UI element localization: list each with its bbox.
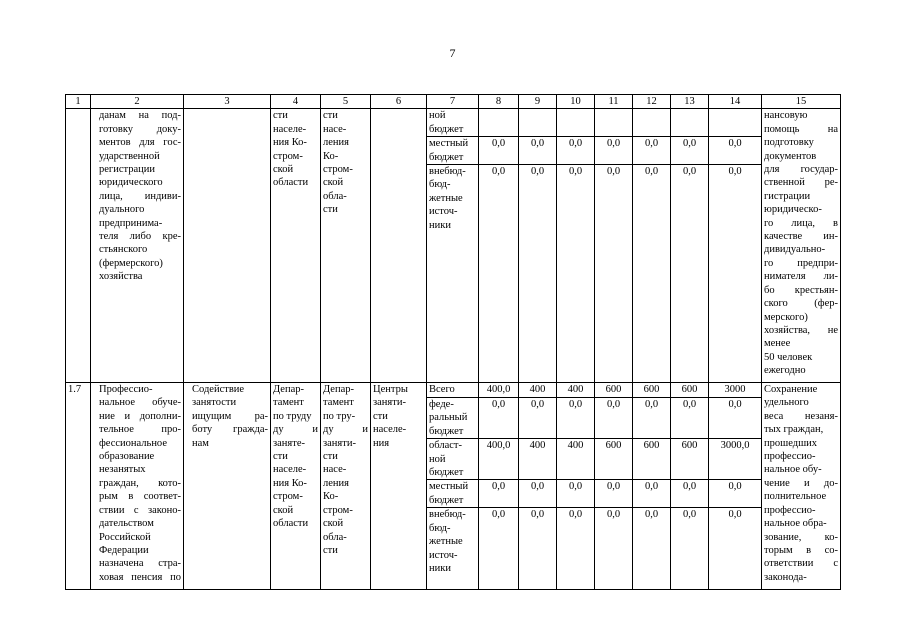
- col-header: 3: [184, 95, 271, 109]
- col-header: 15: [762, 95, 841, 109]
- value-cell: [633, 109, 671, 137]
- value-cell: 400: [557, 383, 595, 398]
- cell-participant: Центры заняти- сти населе- ния: [371, 383, 427, 590]
- value-cell: [595, 109, 633, 137]
- fund-label: внебюд- бюд- жетные источ- ники: [427, 508, 479, 590]
- value-cell: 400: [557, 439, 595, 480]
- value-cell: 0,0: [671, 398, 709, 439]
- value-cell: 0,0: [519, 480, 557, 508]
- cell-num: 1.7: [66, 383, 91, 590]
- value-cell: 0,0: [595, 137, 633, 165]
- value-cell: 600: [633, 383, 671, 398]
- value-cell: 0,0: [709, 480, 762, 508]
- value-cell: 0,0: [671, 165, 709, 383]
- col-header: 2: [91, 95, 184, 109]
- value-cell: 400,0: [479, 383, 519, 398]
- value-cell: 0,0: [479, 508, 519, 590]
- col-header: 12: [633, 95, 671, 109]
- value-cell: 0,0: [709, 398, 762, 439]
- value-cell: 0,0: [479, 398, 519, 439]
- table-row: [66, 109, 841, 137]
- value-cell: 600: [595, 439, 633, 480]
- value-cell: 0,0: [479, 480, 519, 508]
- value-cell: [709, 109, 762, 137]
- value-cell: 0,0: [557, 480, 595, 508]
- col-header: 7: [427, 95, 479, 109]
- value-cell: 0,0: [479, 165, 519, 383]
- value-cell: 0,0: [519, 165, 557, 383]
- col-header: 14: [709, 95, 762, 109]
- value-cell: 400: [519, 439, 557, 480]
- value-cell: 600: [595, 383, 633, 398]
- value-cell: 0,0: [557, 398, 595, 439]
- value-cell: 0,0: [519, 398, 557, 439]
- value-cell: 0,0: [709, 137, 762, 165]
- cell-num: [66, 109, 91, 383]
- cell-result: нансовую помощь на подготовку документов для государ- ственной ре- гистрации юридическо- го лица, в качестве ин- дивидуально- го предпри- нимателя ли- бо крестьян- ского (фер- мерского) хозяйства, не менее 50 человек ежегодно: [762, 109, 841, 383]
- value-cell: 0,0: [633, 398, 671, 439]
- cell-measure: данам на под- готовку доку- ментов для гос- ударственной регистрации юридического лица, индиви- дуального предпринима- теля либо кре- стьянского (фермерского) хозяйства: [91, 109, 184, 383]
- value-cell: 0,0: [709, 508, 762, 590]
- fund-label: внебюд- бюд- жетные источ- ники: [427, 165, 479, 383]
- col-header: 11: [595, 95, 633, 109]
- value-cell: 600: [633, 439, 671, 480]
- cell-task: [184, 109, 271, 383]
- value-cell: [671, 109, 709, 137]
- cell-coordinator: сти населе- ния Ко- стром- ской области: [271, 109, 321, 383]
- value-cell: [519, 109, 557, 137]
- value-cell: 0,0: [595, 398, 633, 439]
- fund-label: местный бюджет: [427, 480, 479, 508]
- fund-label: феде- ральный бюджет: [427, 398, 479, 439]
- value-cell: 0,0: [595, 508, 633, 590]
- value-cell: 0,0: [595, 480, 633, 508]
- fund-label: местный бюджет: [427, 137, 479, 165]
- value-cell: 400,0: [479, 439, 519, 480]
- col-header: 5: [321, 95, 371, 109]
- col-header: 10: [557, 95, 595, 109]
- value-cell: 0,0: [557, 508, 595, 590]
- value-cell: 0,0: [479, 137, 519, 165]
- value-cell: 0,0: [633, 508, 671, 590]
- value-cell: 0,0: [595, 165, 633, 383]
- value-cell: 0,0: [633, 137, 671, 165]
- value-cell: 3000,0: [709, 439, 762, 480]
- table-row: [66, 383, 841, 398]
- col-header: 6: [371, 95, 427, 109]
- cell-coordinator: Депар- тамент по труду ду и заняте- сти населе- ния Ко- стром- ской области: [271, 383, 321, 590]
- cell-measure: Профессио- нальное обуче- ние и дополни- тельное про- фессиональное образование незанятых граждан, кото- рым в соответ- ствии с законо- дательством Российской Федерации назначена стра- ховая пенсия по: [91, 383, 184, 590]
- value-cell: 0,0: [671, 508, 709, 590]
- value-cell: 0,0: [633, 480, 671, 508]
- fund-label: Всего: [427, 383, 479, 398]
- value-cell: 600: [671, 439, 709, 480]
- cell-task: Содействие занятости ищущим ра- боту гражда- нам: [184, 383, 271, 590]
- value-cell: 0,0: [671, 137, 709, 165]
- cell-executor: Депар- тамент по тру- ду и заняти- сти насе- ления Ко- стром- ской обла- сти: [321, 383, 371, 590]
- value-cell: 0,0: [633, 165, 671, 383]
- value-cell: 0,0: [519, 508, 557, 590]
- cell-result: Сохранение удельного веса незаня- тых граждан, прошедших профессио- нальное обу- чение и до- полнительное профессио- нальное обра- зование, ко- торым в со- ответствии с законода-: [762, 383, 841, 590]
- col-header: 9: [519, 95, 557, 109]
- col-header: 13: [671, 95, 709, 109]
- cell-executor: сти насе- ления Ко- стром- ской обла- сти: [321, 109, 371, 383]
- value-cell: 600: [671, 383, 709, 398]
- value-cell: 0,0: [557, 165, 595, 383]
- cell-participant: [371, 109, 427, 383]
- column-number-row: [66, 95, 841, 109]
- fund-label: ной бюджет: [427, 109, 479, 137]
- value-cell: 0,0: [671, 480, 709, 508]
- col-header: 1: [66, 95, 91, 109]
- value-cell: 0,0: [519, 137, 557, 165]
- col-header: 8: [479, 95, 519, 109]
- value-cell: [557, 109, 595, 137]
- page-number: 7: [449, 46, 456, 60]
- col-header: 4: [271, 95, 321, 109]
- value-cell: 0,0: [557, 137, 595, 165]
- value-cell: [479, 109, 519, 137]
- value-cell: 400: [519, 383, 557, 398]
- program-table: [65, 94, 841, 590]
- fund-label: област- ной бюджет: [427, 439, 479, 480]
- value-cell: 0,0: [709, 165, 762, 383]
- value-cell: 3000: [709, 383, 762, 398]
